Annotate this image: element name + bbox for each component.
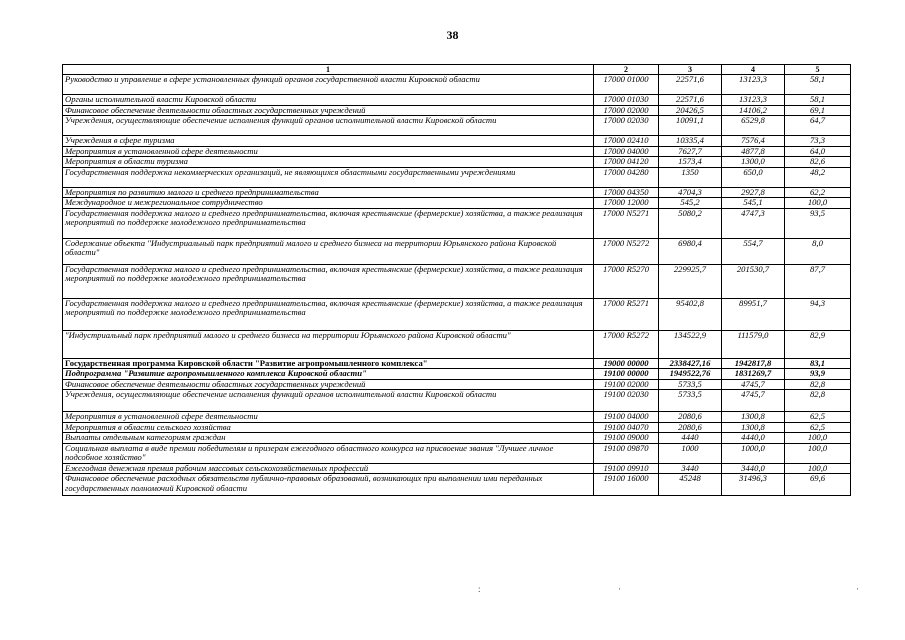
row-name: Государственная поддержка малого и среднего предпринимательства, включая крестьянские (фермерские) хозяйства, а также реализация мероприятий по поддержке молодежного предпринимательства [63,298,594,330]
table-row [63,422,851,433]
row-name: Финансовое обеспечение деятельности областных государственных учреждений [63,379,594,390]
row-planned: 1949522,76 [659,369,722,380]
row-name: Мероприятия в установленной сфере деятельности [63,146,594,157]
row-code: 17000 R5270 [594,264,659,298]
table-row [63,358,851,369]
column-header: 3 [659,65,722,75]
row-planned: 1350 [659,167,722,187]
row-percent: 48,2 [785,167,851,187]
row-executed: 4440,0 [722,433,785,444]
row-code: 17000 12000 [594,198,659,209]
column-header: 2 [594,65,659,75]
row-percent: 93,9 [785,369,851,380]
scan-marks [0,584,905,604]
row-name: Мероприятия в установленной сфере деятельности [63,412,594,423]
row-percent: 87,7 [785,264,851,298]
row-executed: 14106,2 [722,105,785,116]
row-name: Руководство и управление в сфере установленных функций органов государственной власти Кировской области [63,75,594,95]
column-header: 5 [785,65,851,75]
row-name: Международное и межрегиональное сотрудничество [63,198,594,209]
scan-mark: · [618,584,621,594]
row-name: Учреждения в сфере туризма [63,136,594,147]
row-executed: 7576,4 [722,136,785,147]
table-row [63,146,851,157]
row-percent: 93,5 [785,208,851,238]
row-code: 19100 02030 [594,390,659,412]
row-name: Государственная поддержка малого и среднего предпринимательства, включая крестьянские (фермерские) хозяйства, а также реализация мероприятий по поддержке молодежного предпринимательства [63,208,594,238]
row-percent: 82,9 [785,330,851,358]
column-header: 4 [722,65,785,75]
row-percent: 8,0 [785,238,851,264]
row-executed: 13123,3 [722,75,785,95]
row-name: Учреждения, осуществляющие обеспечение исполнения функций органов исполнительной власти Кировской области [63,116,594,136]
table-row [63,238,851,264]
row-planned: 10091,1 [659,116,722,136]
row-code: 17000 04000 [594,146,659,157]
row-planned: 5733,5 [659,390,722,412]
row-executed: 1300,8 [722,412,785,423]
row-code: 19100 09910 [594,463,659,474]
row-executed: 4745,7 [722,379,785,390]
row-code: 17000 02030 [594,116,659,136]
table-row [63,330,851,358]
row-executed: 6529,8 [722,116,785,136]
row-code: 19100 04000 [594,412,659,423]
row-code: 19100 00000 [594,369,659,380]
row-name: Государственная поддержка малого и среднего предпринимательства, включая крестьянские (фермерские) хозяйства, а также реализация мероприятий по поддержке молодежного предпринимательства [63,264,594,298]
row-code: 19100 04070 [594,422,659,433]
row-name: Выплаты отдельным категориям граждан [63,433,594,444]
row-percent: 69,6 [785,474,851,496]
row-code: 19100 16000 [594,474,659,496]
row-code: 17000 R5272 [594,330,659,358]
row-executed: 4747,3 [722,208,785,238]
row-percent: 58,1 [785,95,851,106]
row-planned: 229925,7 [659,264,722,298]
table-row [63,298,851,330]
row-planned: 95402,8 [659,298,722,330]
table-row [63,264,851,298]
row-executed: 2927,8 [722,187,785,198]
row-name: Учреждения, осуществляющие обеспечение исполнения функций органов исполнительной власти Кировской области [63,390,594,412]
row-code: 17000 04350 [594,187,659,198]
row-code: 17000 02410 [594,136,659,147]
row-name: Финансовое обеспечение деятельности областных государственных учреждений [63,105,594,116]
table-row [63,443,851,463]
row-planned: 22571,6 [659,75,722,95]
table-row [63,433,851,444]
row-name: Ежегодная денежная премия рабочим массовых сельскохозяйственных профессий [63,463,594,474]
row-name: Государственная программа Кировской области "Развитие агропромышленного комплекса" [63,358,594,369]
row-code: 17000 01000 [594,75,659,95]
row-name: Мероприятия по развитию малого и среднего предпринимательства [63,187,594,198]
row-percent: 82,6 [785,157,851,168]
table-row [63,390,851,412]
row-percent: 100,0 [785,463,851,474]
row-code: 19100 02000 [594,379,659,390]
row-percent: 100,0 [785,198,851,209]
row-code: 17000 N5271 [594,208,659,238]
row-code: 17000 02000 [594,105,659,116]
row-planned: 2080,6 [659,412,722,423]
row-executed: 4745,7 [722,390,785,412]
row-code: 19100 09870 [594,443,659,463]
table-row [63,379,851,390]
table-row [63,116,851,136]
row-executed: 4877,8 [722,146,785,157]
table-row [63,105,851,116]
row-percent: 62,2 [785,187,851,198]
row-executed: 1000,0 [722,443,785,463]
row-executed: 1300,0 [722,157,785,168]
table-row [63,187,851,198]
row-code: 17000 R5271 [594,298,659,330]
row-planned: 1000 [659,443,722,463]
table-row [63,75,851,95]
row-percent: 94,3 [785,298,851,330]
row-name: "Индустриальный парк предприятий малого и среднего бизнеса на территории Юрьянского района Кировской области" [63,330,594,358]
row-code: 19100 09000 [594,433,659,444]
row-executed: 201530,7 [722,264,785,298]
row-planned: 3440 [659,463,722,474]
row-executed: 111579,0 [722,330,785,358]
row-percent: 64,7 [785,116,851,136]
column-header: 1 [63,65,594,75]
row-executed: 650,0 [722,167,785,187]
row-executed: 31496,3 [722,474,785,496]
row-name: Социальная выплата в виде премии победителям и призерам ежегодного областного конкурса на присвоение звания "Лучшее личное подсобное хозяйство" [63,443,594,463]
row-executed: 3440,0 [722,463,785,474]
table-row [63,474,851,496]
row-planned: 1573,4 [659,157,722,168]
row-code: 17000 04120 [594,157,659,168]
row-code: 17000 04280 [594,167,659,187]
table-row [63,208,851,238]
row-percent: 82,8 [785,379,851,390]
row-planned: 2338427,16 [659,358,722,369]
row-name: Мероприятия в области сельского хозяйства [63,422,594,433]
row-planned: 6980,4 [659,238,722,264]
table-header-row [63,65,851,75]
budget-table [62,64,851,496]
row-planned: 10335,4 [659,136,722,147]
table-row [63,463,851,474]
table-row [63,167,851,187]
row-executed: 1300,8 [722,422,785,433]
table-row [63,412,851,423]
row-executed: 1831269,7 [722,369,785,380]
row-percent: 82,8 [785,390,851,412]
row-code: 17000 01030 [594,95,659,106]
row-executed: 554,7 [722,238,785,264]
row-code: 19000 00000 [594,358,659,369]
row-executed: 89951,7 [722,298,785,330]
scan-mark: : [478,584,481,594]
row-executed: 1942817,8 [722,358,785,369]
row-planned: 4440 [659,433,722,444]
row-name: Органы исполнительной власти Кировской области [63,95,594,106]
table-row [63,198,851,209]
table-row [63,95,851,106]
row-percent: 69,1 [785,105,851,116]
row-planned: 45248 [659,474,722,496]
row-percent: 83,1 [785,358,851,369]
row-planned: 5080,2 [659,208,722,238]
table-row [63,369,851,380]
table-row [63,136,851,147]
page-number: 38 [446,28,459,42]
row-percent: 58,1 [785,75,851,95]
row-planned: 22571,6 [659,95,722,106]
row-percent: 100,0 [785,433,851,444]
row-name: Государственная поддержка некоммерческих организаций, не являющихся областными государственными учреждениями [63,167,594,187]
row-name: Финансовое обеспечение расходных обязательств публично-правовых образований, возникающих при выполнении ими переданных государственных полномочий Кировской области [63,474,594,496]
row-name: Содержание объекта "Индустриальный парк предприятий малого и среднего бизнеса на территории Юрьянского района Кировской области" [63,238,594,264]
row-percent: 73,3 [785,136,851,147]
row-percent: 62,5 [785,412,851,423]
row-code: 17000 N5272 [594,238,659,264]
row-planned: 7627,7 [659,146,722,157]
row-percent: 100,0 [785,443,851,463]
row-planned: 2080,6 [659,422,722,433]
scan-mark: · [856,584,859,594]
row-planned: 4704,3 [659,187,722,198]
row-executed: 13123,3 [722,95,785,106]
row-planned: 545,2 [659,198,722,209]
row-name: Подпрограмма "Развитие агропромышленного комплекса Кировской области" [63,369,594,380]
row-percent: 62,5 [785,422,851,433]
row-name: Мероприятия в области туризма [63,157,594,168]
row-planned: 20426,5 [659,105,722,116]
row-planned: 134522,9 [659,330,722,358]
row-executed: 545,1 [722,198,785,209]
table-row [63,157,851,168]
row-planned: 5733,5 [659,379,722,390]
row-percent: 64,0 [785,146,851,157]
